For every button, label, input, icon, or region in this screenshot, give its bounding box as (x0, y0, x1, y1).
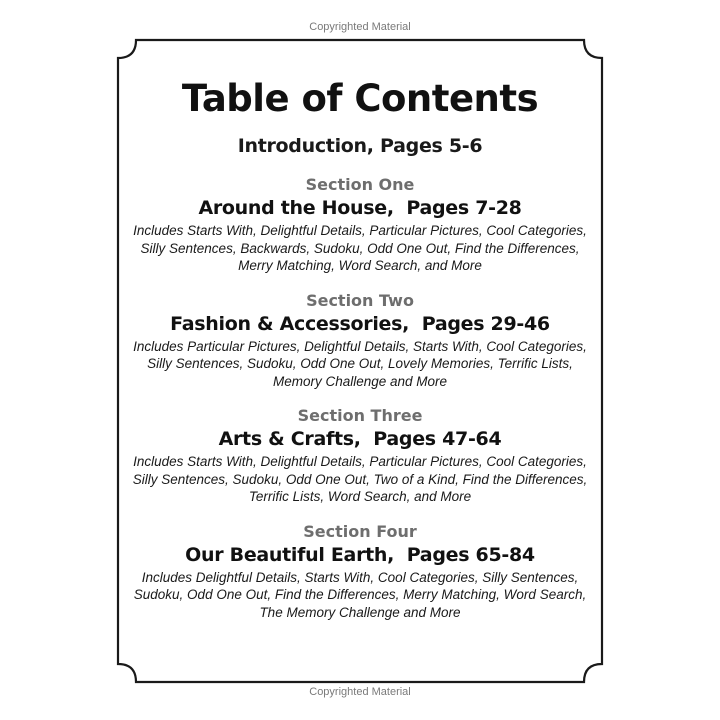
section-label: Section Three (297, 406, 423, 425)
intro-entry: Introduction, Pages 5-6 (237, 135, 483, 157)
section-label: Section Four (303, 521, 417, 541)
page-title: Table of Contents (181, 77, 539, 120)
section-description: Includes Particular Pictures, Delightful Details, Starts With, Cool Categories, Silly Sentences, Sudoku, Odd One Out, Lovely Memories, Terrific Lists, Memory Challenge and More (133, 338, 587, 389)
toc-section-two (130, 291, 590, 391)
section-heading: Around the House, Pages 7-28 (198, 197, 522, 219)
table-of-contents (130, 70, 590, 621)
copyright-notice-top: Copyrighted Material (309, 21, 411, 33)
section-description: Includes Starts With, Delightful Details, Particular Pictures, Cool Categories, Silly Sentences, Sudoku, Odd One Out, Two of a Kind, Find the Differences, Terrific Lists, Word Search, and More (132, 454, 588, 504)
section-description: Includes Starts With, Delightful Details, Particular Pictures, Cool Categories, Silly Sentences, Backwards, Sudoku, Odd One Out, Find the Differences, Merry Matching, Word Search, and More (133, 223, 587, 273)
section-heading: Arts & Crafts, Pages 47-64 (218, 428, 502, 450)
section-heading: Our Beautiful Earth, Pages 65-84 (185, 543, 535, 566)
section-heading: Fashion & Accessories, Pages 29-46 (170, 312, 550, 335)
toc-section-four (130, 522, 590, 622)
section-label: Section Two (306, 290, 414, 310)
section-description: Includes Delightful Details, Starts With, Cool Categories, Silly Sentences, Sudoku, Odd One Out, Find the Differences, Merry Matching, Word Search, The Memory Challenge and More (133, 569, 587, 620)
copyright-notice-bottom: Copyrighted Material (309, 686, 411, 698)
toc-section-three (130, 406, 590, 506)
section-label: Section One (305, 175, 415, 194)
toc-section-one (130, 175, 590, 275)
